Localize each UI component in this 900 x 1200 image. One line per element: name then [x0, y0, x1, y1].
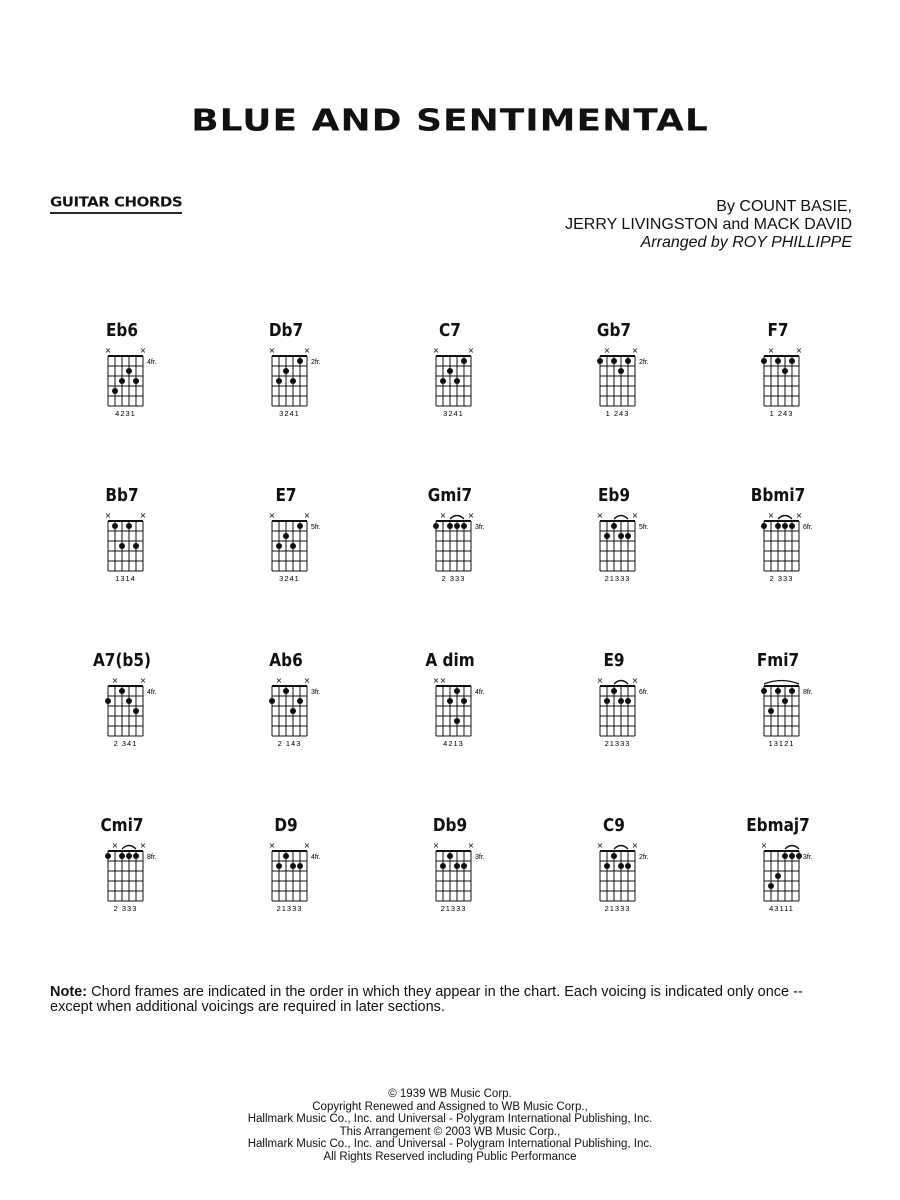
chord-diagram — [82, 320, 172, 430]
chord-name: F7 — [767, 320, 789, 341]
chord-frame — [738, 815, 828, 925]
finger-dot — [126, 853, 132, 859]
finger-dot — [283, 533, 289, 539]
finger-dot — [112, 388, 118, 394]
finger-dot — [126, 523, 132, 529]
chord-frame — [82, 485, 172, 595]
finger-dot — [782, 523, 788, 529]
finger-dot — [269, 698, 275, 704]
copyright-line: This Arrangement © 2003 WB Music Corp., — [339, 1125, 561, 1138]
finger-dot — [461, 698, 467, 704]
mute-mark: × — [139, 841, 147, 850]
finger-dot — [440, 378, 446, 384]
note — [50, 985, 810, 1015]
barre-arc — [778, 516, 792, 520]
finger-dot — [611, 358, 617, 364]
finger-dot — [611, 523, 617, 529]
chord-frame — [738, 650, 828, 760]
finger-dot — [105, 853, 111, 859]
chord-name: Eb6 — [105, 320, 139, 341]
mute-mark: × — [603, 346, 611, 355]
chord-name: C7 — [439, 320, 461, 341]
chord-diagram — [574, 320, 664, 430]
chord-diagram — [246, 650, 336, 760]
mute-mark: × — [303, 841, 311, 850]
chord-frame — [82, 320, 172, 430]
mute-mark: × — [303, 346, 311, 355]
chord-diagram — [410, 485, 500, 595]
finger-dot — [454, 523, 460, 529]
chord-frame — [82, 815, 172, 925]
finger-dot — [604, 698, 610, 704]
finger-dot — [276, 378, 282, 384]
fret-position-label: 2fr. — [311, 359, 321, 366]
fret-position-label: 3fr. — [311, 689, 321, 696]
mute-mark: × — [111, 676, 119, 685]
chord-diagram — [738, 815, 828, 925]
chord-name: Fmi7 — [756, 650, 800, 671]
mute-mark: × — [139, 346, 147, 355]
finger-dot — [782, 853, 788, 859]
chord-name: Gmi7 — [427, 485, 473, 506]
mute-mark: × — [104, 346, 112, 355]
fingering-label: 2 143 — [277, 739, 302, 748]
finger-dot — [433, 523, 439, 529]
mute-mark: × — [467, 346, 475, 355]
fingering-label: 1314 — [115, 574, 136, 583]
copyright-line: Hallmark Music Co., Inc. and Universal - Polygram International Publishing, Inc. — [247, 1138, 653, 1150]
chord-name: E9 — [603, 650, 625, 671]
chord-name: Bb7 — [105, 485, 139, 506]
fret-position-label: 2fr. — [639, 359, 649, 366]
chord-diagram — [410, 650, 500, 760]
fingering-label: 4213 — [443, 739, 464, 748]
finger-dot — [283, 688, 289, 694]
mute-mark: × — [596, 511, 604, 520]
finger-dot — [461, 358, 467, 364]
chord-frame — [410, 320, 500, 430]
chord-name: A dim — [425, 650, 475, 671]
mute-mark: × — [596, 841, 604, 850]
mute-mark: × — [432, 676, 440, 685]
chord-diagram — [82, 815, 172, 925]
finger-dot — [775, 358, 781, 364]
finger-dot — [625, 698, 631, 704]
fret-position-label: 6fr. — [639, 689, 649, 696]
copyright-line: Copyright Renewed and Assigned to WB Music Corp., — [312, 1100, 588, 1113]
finger-dot — [290, 378, 296, 384]
copyright-line: © 1939 WB Music Corp. — [388, 1088, 512, 1100]
chord-diagram — [82, 485, 172, 595]
fingering-label: 4231 — [115, 409, 136, 418]
fret-position-label: 8fr. — [803, 689, 813, 696]
finger-dot — [119, 688, 125, 694]
fingering-label: 3241 — [279, 409, 300, 418]
fingering-label: 21333 — [604, 574, 631, 583]
chord-diagram — [82, 650, 172, 760]
finger-dot — [283, 853, 289, 859]
finger-dot — [761, 688, 767, 694]
chord-frame — [246, 815, 336, 925]
finger-dot — [461, 863, 467, 869]
finger-dot — [447, 523, 453, 529]
finger-dot — [119, 378, 125, 384]
mute-mark: × — [767, 346, 775, 355]
fret-position-label: 5fr. — [311, 524, 321, 531]
fret-position-label: 3fr. — [475, 524, 485, 531]
finger-dot — [454, 863, 460, 869]
fret-position-label: 8fr. — [147, 854, 157, 861]
fret-position-label: 2fr. — [639, 854, 649, 861]
finger-dot — [297, 698, 303, 704]
finger-dot — [768, 883, 774, 889]
finger-dot — [290, 708, 296, 714]
finger-dot — [440, 863, 446, 869]
fingering-label: 21333 — [604, 739, 631, 748]
finger-dot — [290, 863, 296, 869]
song-title: BLUE AND SENTIMENTAL — [191, 103, 709, 138]
fingering-label: 13121 — [768, 739, 795, 748]
fingering-label: 1 243 — [605, 409, 630, 418]
chord-name: Eb9 — [597, 485, 631, 506]
chord-name: Db9 — [432, 815, 468, 836]
finger-dot — [276, 543, 282, 549]
credits-composers-2: JERRY LIVINGSTON and MACK DAVID — [565, 216, 852, 233]
mute-mark: × — [439, 676, 447, 685]
chord-diagram — [574, 485, 664, 595]
mute-mark: × — [631, 841, 639, 850]
finger-dot — [105, 698, 111, 704]
chord-diagram — [410, 320, 500, 430]
mute-mark: × — [303, 511, 311, 520]
fingering-label: 43111 — [769, 904, 794, 913]
barre-arc — [450, 516, 464, 520]
fingering-label: 3241 — [443, 409, 464, 418]
finger-dot — [789, 688, 795, 694]
finger-dot — [611, 688, 617, 694]
finger-dot — [133, 853, 139, 859]
mute-mark: × — [268, 841, 276, 850]
mute-mark: × — [760, 841, 768, 850]
finger-dot — [782, 698, 788, 704]
finger-dot — [604, 533, 610, 539]
chord-frame — [738, 320, 828, 430]
finger-dot — [290, 543, 296, 549]
finger-dot — [454, 718, 460, 724]
mute-mark: × — [139, 511, 147, 520]
finger-dot — [618, 533, 624, 539]
mute-mark: × — [439, 511, 447, 520]
copyright-line: Hallmark Music Co., Inc. and Universal - Polygram International Publishing, Inc. — [247, 1113, 653, 1125]
finger-dot — [119, 543, 125, 549]
mute-mark: × — [631, 511, 639, 520]
finger-dot — [618, 863, 624, 869]
chord-frame — [574, 320, 664, 430]
mute-mark: × — [795, 511, 803, 520]
chord-frame — [574, 815, 664, 925]
finger-dot — [454, 378, 460, 384]
fret-position-label: 4fr. — [311, 854, 321, 861]
mute-mark: × — [275, 676, 283, 685]
mute-mark: × — [432, 841, 440, 850]
finger-dot — [789, 358, 795, 364]
finger-dot — [618, 698, 624, 704]
copyright-line: All Rights Reserved including Public Performance — [323, 1150, 577, 1163]
mute-mark: × — [795, 346, 803, 355]
chord-name: Ab6 — [269, 650, 303, 671]
finger-dot — [775, 523, 781, 529]
barre-arc — [764, 681, 799, 685]
mute-mark: × — [303, 676, 311, 685]
chord-diagram — [246, 320, 336, 430]
chord-frame — [246, 650, 336, 760]
finger-dot — [625, 533, 631, 539]
chord-name: D9 — [274, 815, 298, 836]
barre-arc — [122, 846, 136, 850]
finger-dot — [775, 873, 781, 879]
finger-dot — [447, 698, 453, 704]
fingering-label: 21333 — [276, 904, 303, 913]
fret-position-label: 4fr. — [475, 689, 485, 696]
chord-frame — [410, 650, 500, 760]
finger-dot — [283, 368, 289, 374]
mute-mark: × — [104, 511, 112, 520]
fret-position-label: 3fr. — [475, 854, 485, 861]
finger-dot — [775, 688, 781, 694]
note-text: Chord frames are indicated in the order in which they appear in the chart. Each voicing is indicated only once -- except when additional voicings are required in later sections. — [50, 984, 803, 1015]
finger-dot — [761, 523, 767, 529]
finger-dot — [276, 863, 282, 869]
barre-arc — [614, 681, 628, 685]
fingering-label: 21333 — [604, 904, 631, 913]
chord-diagram — [738, 320, 828, 430]
fingering-label: 3241 — [279, 574, 300, 583]
finger-dot — [133, 708, 139, 714]
chord-frame — [410, 485, 500, 595]
mute-mark: × — [139, 676, 147, 685]
fret-position-label: 6fr. — [803, 524, 813, 531]
mute-mark: × — [631, 676, 639, 685]
chord-diagram — [574, 650, 664, 760]
chord-name: E7 — [275, 485, 297, 506]
finger-dot — [133, 543, 139, 549]
finger-dot — [789, 523, 795, 529]
mute-mark: × — [467, 511, 475, 520]
mute-mark: × — [268, 346, 276, 355]
finger-dot — [625, 863, 631, 869]
chord-name: C9 — [603, 815, 625, 836]
chord-diagram — [574, 815, 664, 925]
chord-diagram — [246, 485, 336, 595]
finger-dot — [297, 358, 303, 364]
fingering-label: 2 333 — [441, 574, 466, 583]
mute-mark: × — [596, 676, 604, 685]
mute-mark: × — [467, 841, 475, 850]
finger-dot — [604, 863, 610, 869]
chord-name: Cmi7 — [100, 815, 144, 836]
fingering-label: 2 333 — [113, 904, 138, 913]
chord-name: Ebmaj7 — [746, 815, 810, 836]
finger-dot — [447, 853, 453, 859]
mute-mark: × — [432, 346, 440, 355]
chord-frame — [82, 650, 172, 760]
finger-dot — [768, 708, 774, 714]
fret-position-label: 4fr. — [147, 359, 157, 366]
fingering-label: 2 341 — [113, 739, 138, 748]
finger-dot — [126, 368, 132, 374]
finger-dot — [112, 523, 118, 529]
chord-diagram — [410, 815, 500, 925]
fret-position-label: 3fr. — [803, 854, 813, 861]
finger-dot — [597, 358, 603, 364]
chord-frame — [574, 650, 664, 760]
chord-diagram — [738, 485, 828, 595]
mute-mark: × — [631, 346, 639, 355]
finger-dot — [796, 853, 802, 859]
finger-dot — [789, 853, 795, 859]
fret-position-label: 5fr. — [639, 524, 649, 531]
chord-name: A7(b5) — [92, 650, 152, 671]
mute-mark: × — [111, 841, 119, 850]
finger-dot — [618, 368, 624, 374]
finger-dot — [611, 853, 617, 859]
chord-frame — [246, 485, 336, 595]
copyright-block — [150, 1088, 750, 1163]
finger-dot — [461, 523, 467, 529]
fingering-label: 2 333 — [769, 574, 794, 583]
chord-diagram — [738, 650, 828, 760]
chord-diagram — [246, 815, 336, 925]
chord-name: Gb7 — [596, 320, 632, 341]
finger-dot — [761, 358, 767, 364]
note-label: Note: — [50, 984, 88, 1000]
chord-frame — [410, 815, 500, 925]
credits-composers: By COUNT BASIE, — [716, 198, 852, 215]
chord-name: Bbmi7 — [750, 485, 806, 506]
finger-dot — [454, 688, 460, 694]
barre-arc — [785, 846, 799, 850]
finger-dot — [297, 863, 303, 869]
chord-name: Db7 — [268, 320, 304, 341]
mute-mark: × — [268, 511, 276, 520]
chord-frame — [246, 320, 336, 430]
fingering-label: 21333 — [440, 904, 467, 913]
mute-mark: × — [767, 511, 775, 520]
section-label: GUITAR CHORDS — [50, 194, 182, 214]
barre-arc — [614, 846, 628, 850]
credits-arranger: Arranged by ROY PHILLIPPE — [640, 234, 852, 251]
finger-dot — [782, 368, 788, 374]
chord-frame — [574, 485, 664, 595]
finger-dot — [126, 698, 132, 704]
fret-position-label: 4fr. — [147, 689, 157, 696]
finger-dot — [447, 368, 453, 374]
finger-dot — [119, 853, 125, 859]
finger-dot — [133, 378, 139, 384]
chord-frame — [738, 485, 828, 595]
fingering-label: 1 243 — [769, 409, 794, 418]
barre-arc — [614, 516, 628, 520]
finger-dot — [297, 523, 303, 529]
finger-dot — [625, 358, 631, 364]
